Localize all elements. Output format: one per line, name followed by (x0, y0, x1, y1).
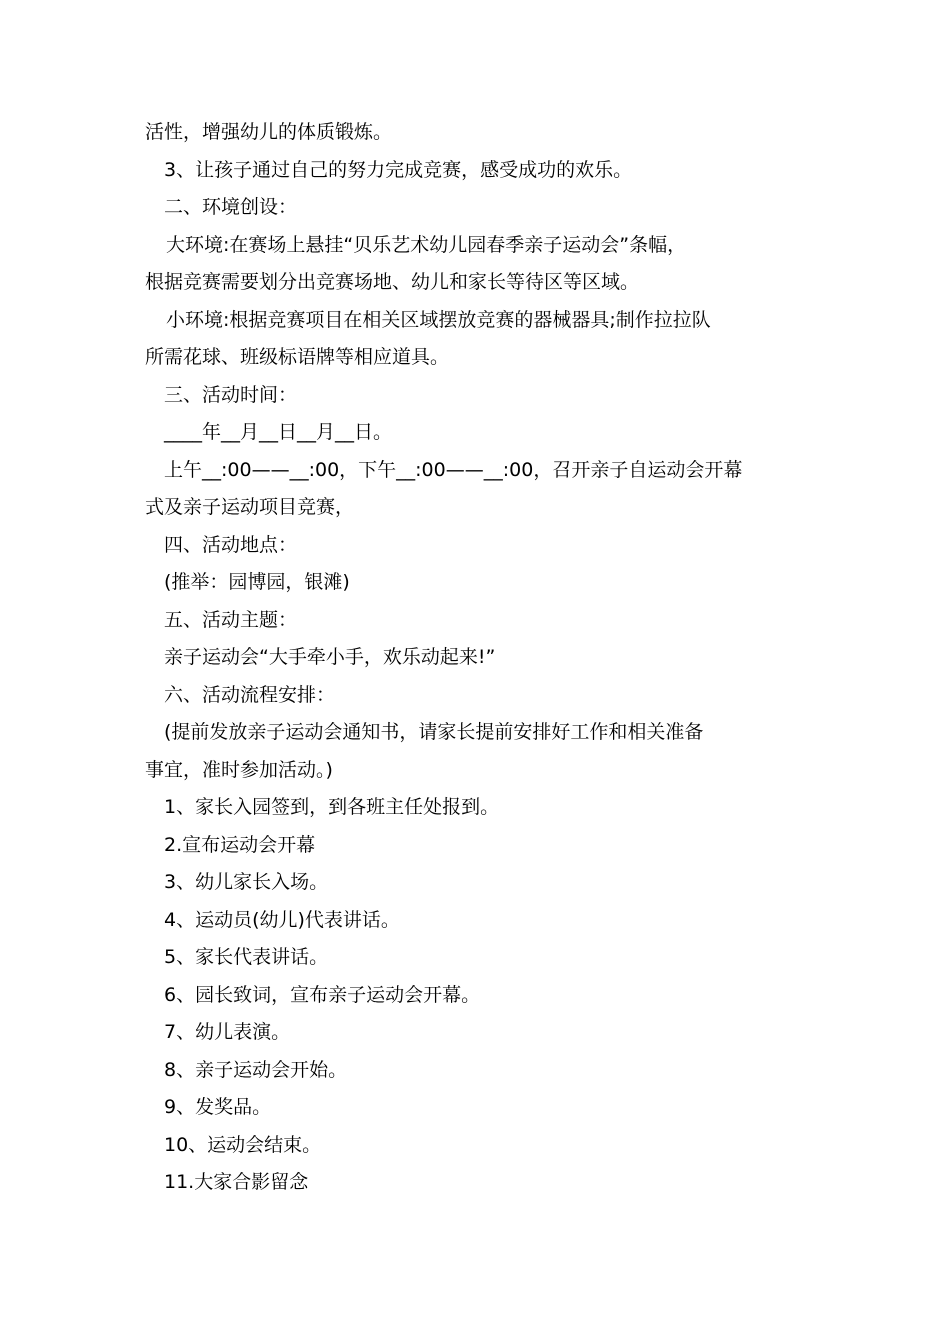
text-line-04: 大环境:在赛场上悬挂“贝乐艺术幼儿园春季亲子运动会”条幅， (166, 233, 687, 256)
document-page (145, 114, 815, 1202)
list-item-5: 5、家长代表讲话。 (164, 946, 329, 968)
text-line-11: 式及亲子运动项目竞赛， (145, 496, 355, 518)
text-line-18: 事宜，准时参加活动。) (145, 758, 333, 781)
text-line-17: (提前发放亲子运动会通知书，请家长提前安排好工作和相关准备 (164, 721, 704, 743)
text-line-05: 根据竞赛需要划分出竞赛场地、幼儿和家长等待区等区域。 (145, 271, 640, 293)
section-heading-location: 四、活动地点： (164, 533, 298, 556)
text-line-13: (推举：园博园，银滩) (164, 571, 350, 593)
text-line-02: 3、让孩子通过自己的努力完成竞赛，感受成功的欢乐。 (164, 158, 633, 181)
text-line-09: ____年__月__日__月__日。 (164, 421, 393, 443)
list-item-3: 3、幼儿家长入场。 (164, 871, 329, 893)
text-line-07: 所需花球、班级标语牌等相应道具。 (145, 346, 450, 368)
section-heading-theme: 五、活动主题： (164, 608, 298, 631)
list-item-10: 10、运动会结束。 (164, 1133, 322, 1156)
list-item-8: 8、亲子运动会开始。 (164, 1058, 348, 1081)
section-heading-process: 六、活动流程安排： (164, 683, 336, 706)
list-item-6: 6、园长致词，宣布亲子运动会开幕。 (164, 983, 481, 1006)
list-item-4: 4、运动员(幼儿)代表讲话。 (164, 908, 400, 931)
text-line-06: 小环境:根据竞赛项目在相关区域摆放竞赛的器械器具;制作拉拉队 (166, 308, 711, 331)
section-heading-environment: 二、环境创设： (164, 196, 298, 218)
text-line-10: 上午__:00——__:00，下午__:00——__:00，召开亲子自运动会开幕 (164, 458, 743, 481)
list-item-9: 9、发奖品。 (164, 1096, 272, 1118)
list-item-2: 2.宣布运动会开幕 (164, 833, 316, 856)
text-line-15: 亲子运动会“大手牵小手，欢乐动起来!” (164, 646, 496, 668)
list-item-11: 11.大家合影留念 (164, 1171, 309, 1193)
list-item-7: 7、幼儿表演。 (164, 1021, 291, 1043)
list-item-1: 1、家长入园签到，到各班主任处报到。 (164, 796, 500, 818)
text-line-01: 活性，增强幼儿的体质锻炼。 (145, 121, 393, 143)
section-heading-time: 三、活动时间： (164, 383, 298, 406)
